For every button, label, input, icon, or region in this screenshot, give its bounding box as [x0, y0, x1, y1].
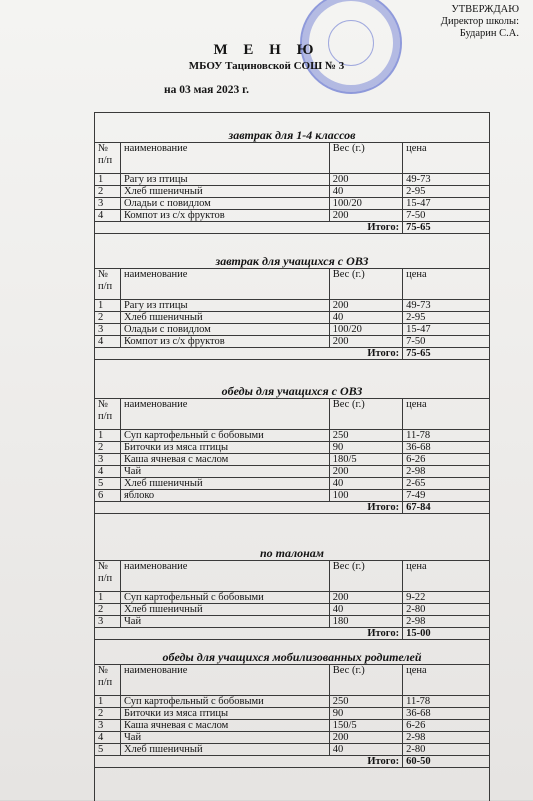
dish-weight: 200 [329, 466, 402, 478]
dish-name: Хлеб пшеничный [120, 312, 329, 324]
dish-price: 2-80 [403, 744, 490, 756]
total-label: Итого: [95, 628, 403, 640]
column-price: цена [403, 399, 490, 430]
row-number: 3 [95, 720, 121, 732]
total-value: 75-65 [403, 222, 490, 234]
dish-weight: 250 [329, 430, 402, 442]
page-title: М Е Н Ю [213, 42, 320, 58]
table-row [95, 430, 490, 442]
column-number [95, 561, 121, 592]
dish-name: Компот из с/х фруктов [120, 336, 329, 348]
row-number: 2 [95, 442, 121, 454]
dish-weight: 200 [329, 732, 402, 744]
total-label: Итого: [95, 502, 403, 514]
menu-section [94, 650, 490, 768]
menu-table [94, 560, 490, 640]
dish-price: 49-73 [403, 174, 490, 186]
dish-weight: 100/20 [329, 324, 402, 336]
row-number: 4 [95, 466, 121, 478]
total-row [95, 628, 490, 640]
row-number: 4 [95, 210, 121, 222]
row-number: 3 [95, 198, 121, 210]
dish-weight: 200 [329, 592, 402, 604]
dish-price: 49-73 [403, 300, 490, 312]
row-number: 2 [95, 186, 121, 198]
dish-weight: 40 [329, 478, 402, 490]
column-number-abbr: п/п [98, 677, 113, 688]
column-weight: Вес (г.) [329, 269, 402, 300]
section-title: завтрак для 1-4 классов [228, 128, 356, 142]
dish-weight: 180 [329, 616, 402, 628]
dish-name: Оладьи с повидлом [120, 198, 329, 210]
total-value: 75-65 [403, 348, 490, 360]
section-title: обеды для учащихся с ОВЗ [221, 384, 363, 398]
table-row [95, 198, 490, 210]
column-name: наименование [120, 399, 329, 430]
dish-price: 6-26 [403, 720, 490, 732]
row-number: 3 [95, 616, 121, 628]
row-number: 2 [95, 708, 121, 720]
table-row [95, 466, 490, 478]
dish-weight: 100 [329, 490, 402, 502]
table-row [95, 696, 490, 708]
director-label: Директор школы: [440, 16, 519, 27]
table-row [95, 186, 490, 198]
dish-weight: 200 [329, 210, 402, 222]
row-number: 1 [95, 430, 121, 442]
table-row [95, 324, 490, 336]
table-header-row [95, 269, 490, 300]
row-number: 1 [95, 696, 121, 708]
dish-name: Рагу из птицы [120, 174, 329, 186]
menu-table [94, 664, 490, 768]
column-number-sign: № [98, 399, 109, 410]
row-number: 1 [95, 592, 121, 604]
table-row [95, 732, 490, 744]
column-name: наименование [120, 561, 329, 592]
row-number: 6 [95, 490, 121, 502]
section-title: обеды для учащихся мобилизованных родителей [162, 650, 422, 664]
column-weight: Вес (г.) [329, 143, 402, 174]
row-number: 1 [95, 174, 121, 186]
table-row [95, 478, 490, 490]
table-header-row [95, 665, 490, 696]
column-number-abbr: п/п [98, 411, 113, 422]
table-header-row [95, 143, 490, 174]
row-number: 1 [95, 300, 121, 312]
dish-weight: 200 [329, 300, 402, 312]
table-row [95, 744, 490, 756]
table-row [95, 312, 490, 324]
dish-price: 7-49 [403, 490, 490, 502]
total-row [95, 222, 490, 234]
row-number: 4 [95, 336, 121, 348]
dish-weight: 40 [329, 604, 402, 616]
column-price: цена [403, 561, 490, 592]
dish-name: Суп картофельный с бобовыми [120, 696, 329, 708]
table-row [95, 442, 490, 454]
column-number-abbr: п/п [98, 573, 113, 584]
column-price: цена [403, 269, 490, 300]
dish-name: Чай [120, 466, 329, 478]
column-name: наименование [120, 665, 329, 696]
dish-name: Каша ячневая с маслом [120, 720, 329, 732]
section-title: завтрак для учащихся с ОВЗ [215, 254, 369, 268]
column-price: цена [403, 665, 490, 696]
column-weight: Вес (г.) [329, 399, 402, 430]
dish-price: 2-95 [403, 186, 490, 198]
column-weight: Вес (г.) [329, 561, 402, 592]
total-value: 60-50 [403, 756, 490, 768]
dish-name: Чай [120, 616, 329, 628]
table-row [95, 300, 490, 312]
dish-name: Суп картофельный с бобовыми [120, 430, 329, 442]
table-row [95, 604, 490, 616]
column-name: наименование [120, 143, 329, 174]
dish-name: Хлеб пшеничный [120, 186, 329, 198]
table-row [95, 336, 490, 348]
total-row [95, 756, 490, 768]
column-number-sign: № [98, 665, 109, 676]
dish-price: 7-50 [403, 210, 490, 222]
table-row [95, 454, 490, 466]
row-number: 3 [95, 454, 121, 466]
table-row [95, 708, 490, 720]
column-weight: Вес (г.) [329, 665, 402, 696]
row-number: 5 [95, 744, 121, 756]
total-row [95, 348, 490, 360]
dish-name: Каша ячневая с маслом [120, 454, 329, 466]
dish-name: Биточки из мяса птицы [120, 442, 329, 454]
dish-weight: 90 [329, 442, 402, 454]
row-number: 3 [95, 324, 121, 336]
table-row [95, 592, 490, 604]
column-number-sign: № [98, 143, 109, 154]
dish-price: 2-80 [403, 604, 490, 616]
total-value: 15-00 [403, 628, 490, 640]
menu-table [94, 398, 490, 514]
dish-name: Оладьи с повидлом [120, 324, 329, 336]
dish-weight: 180/5 [329, 454, 402, 466]
dish-price: 15-47 [403, 324, 490, 336]
total-label: Итого: [95, 756, 403, 768]
dish-name: Хлеб пшеничный [120, 604, 329, 616]
column-number-sign: № [98, 561, 109, 572]
dish-weight: 90 [329, 708, 402, 720]
row-number: 2 [95, 312, 121, 324]
dish-price: 9-22 [403, 592, 490, 604]
table-header-row [95, 399, 490, 430]
dish-weight: 150/5 [329, 720, 402, 732]
row-number: 2 [95, 604, 121, 616]
total-label: Итого: [95, 348, 403, 360]
column-number [95, 665, 121, 696]
school-name: МБОУ Тациновской СОШ № 3 [188, 60, 345, 72]
dish-price: 36-68 [403, 442, 490, 454]
row-number: 5 [95, 478, 121, 490]
approval-block [319, 4, 519, 40]
column-number [95, 399, 121, 430]
column-number [95, 269, 121, 300]
dish-name: Чай [120, 732, 329, 744]
dish-price: 2-65 [403, 478, 490, 490]
total-value: 67-84 [403, 502, 490, 514]
column-name: наименование [120, 269, 329, 300]
menu-section [94, 546, 490, 640]
dish-price: 15-47 [403, 198, 490, 210]
dish-name: яблоко [120, 490, 329, 502]
dish-price: 2-98 [403, 466, 490, 478]
table-header-row [95, 561, 490, 592]
column-number-abbr: п/п [98, 155, 113, 166]
dish-price: 2-98 [403, 616, 490, 628]
column-number-sign: № [98, 269, 109, 280]
table-row [95, 616, 490, 628]
table-row [95, 490, 490, 502]
dish-weight: 200 [329, 174, 402, 186]
dish-name: Рагу из птицы [120, 300, 329, 312]
total-label: Итого: [95, 222, 403, 234]
dish-price: 11-78 [403, 430, 490, 442]
menu-section [94, 254, 490, 360]
dish-weight: 40 [329, 312, 402, 324]
dish-weight: 40 [329, 186, 402, 198]
menu-section [94, 384, 490, 514]
menu-section [94, 128, 490, 234]
dish-price: 11-78 [403, 696, 490, 708]
menu-date: на 03 мая 2023 г. [164, 84, 249, 96]
dish-name: Хлеб пшеничный [120, 744, 329, 756]
dish-name: Биточки из мяса птицы [120, 708, 329, 720]
dish-price: 7-50 [403, 336, 490, 348]
section-title: по талонам [259, 546, 325, 560]
dish-price: 2-95 [403, 312, 490, 324]
row-number: 4 [95, 732, 121, 744]
approve-label: УТВЕРЖДАЮ [451, 4, 519, 15]
dish-price: 2-98 [403, 732, 490, 744]
total-row [95, 502, 490, 514]
dish-name: Компот из с/х фруктов [120, 210, 329, 222]
dish-price: 6-26 [403, 454, 490, 466]
dish-weight: 100/20 [329, 198, 402, 210]
table-row [95, 210, 490, 222]
menu-table [94, 142, 490, 234]
dish-price: 36-68 [403, 708, 490, 720]
column-price: цена [403, 143, 490, 174]
dish-name: Хлеб пшеничный [120, 478, 329, 490]
dish-name: Суп картофельный с бобовыми [120, 592, 329, 604]
column-number-abbr: п/п [98, 281, 113, 292]
table-row [95, 174, 490, 186]
menu-table [94, 268, 490, 360]
column-number [95, 143, 121, 174]
table-row [95, 720, 490, 732]
dish-weight: 40 [329, 744, 402, 756]
signatory-name: Бударин С.А. [459, 28, 519, 39]
dish-weight: 200 [329, 336, 402, 348]
dish-weight: 250 [329, 696, 402, 708]
